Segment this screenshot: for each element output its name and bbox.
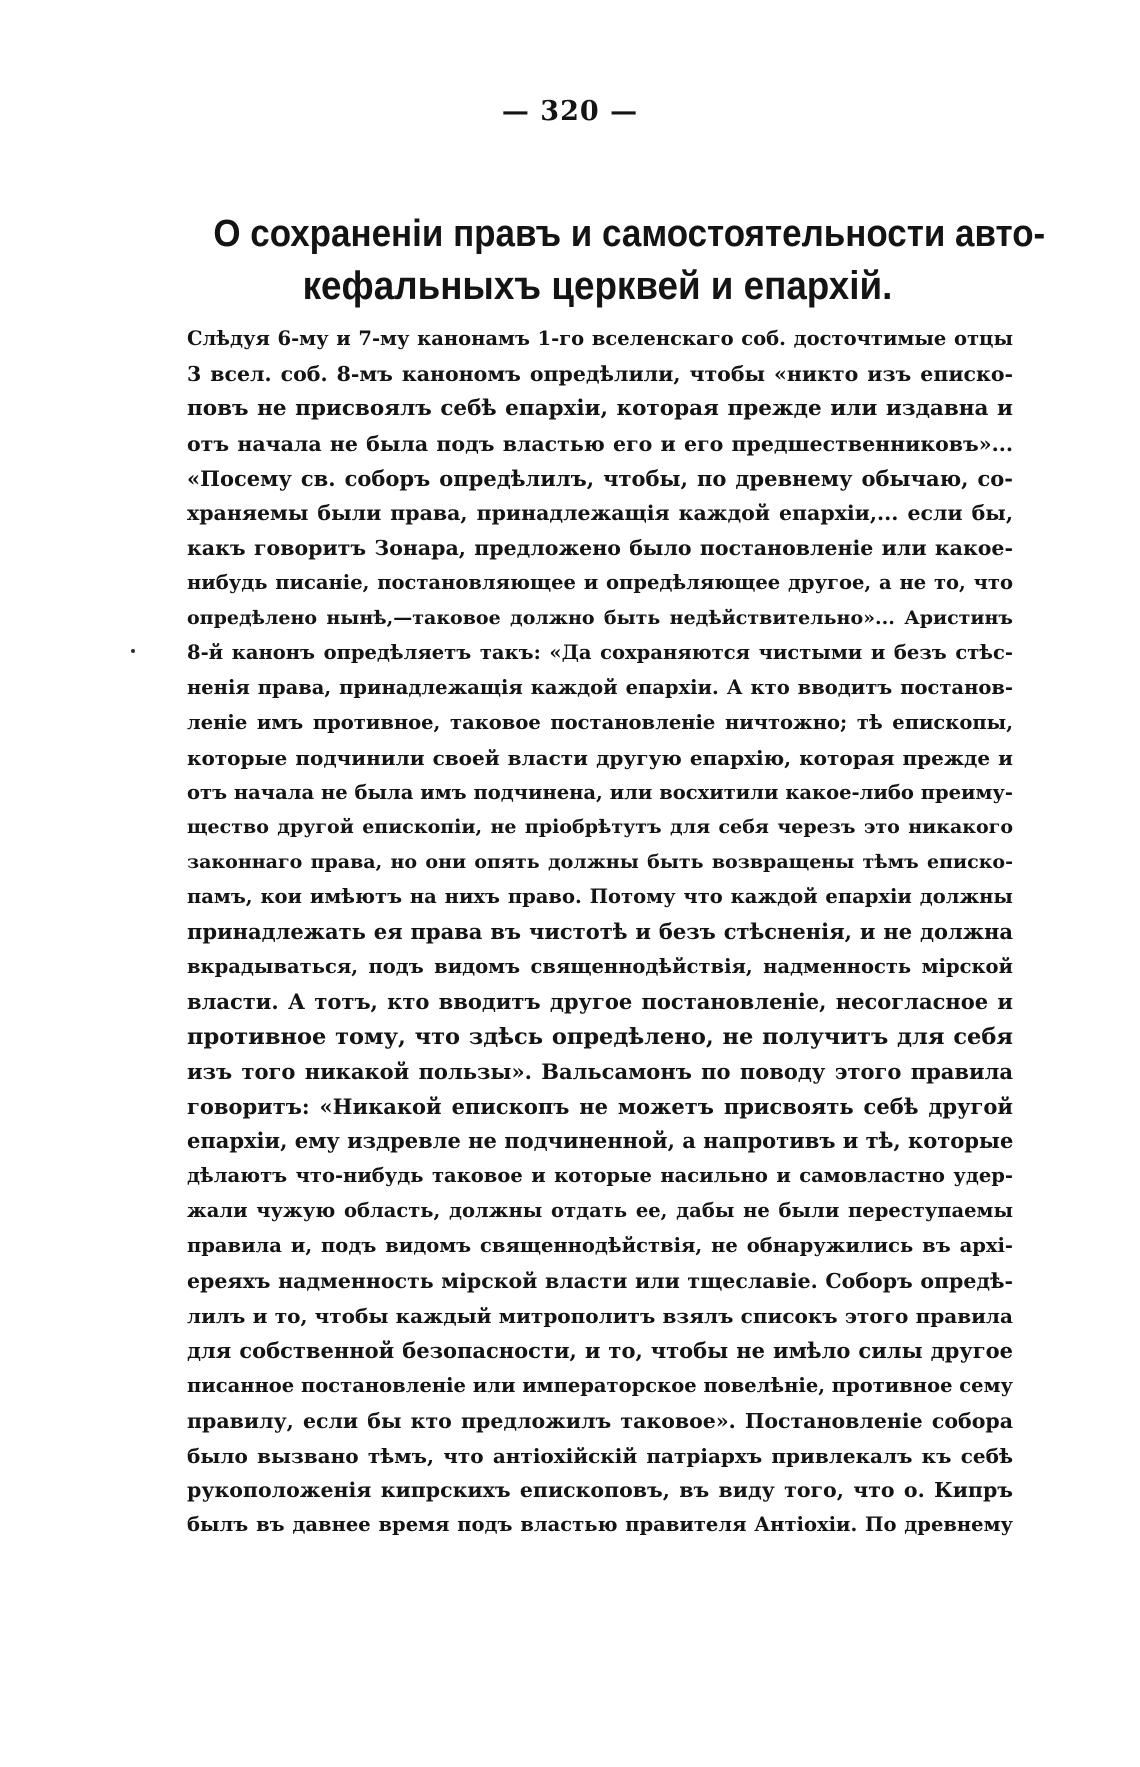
text-line: нибудь писаніе, постановляющее и опредѣляющее другое, а не то, что	[187, 571, 1013, 595]
page-number: — 320 —	[501, 96, 639, 127]
text-line: леніе имъ противное, таковое постановленіе ничтожно; тѣ епископы,	[187, 710, 1013, 734]
margin-mark	[131, 649, 135, 653]
text-line: законнаго права, но они опять должны быть возвращены тѣмъ еписко-	[187, 851, 1013, 874]
text-line: отъ начала не была имъ подчинена, или восхитили какое-либо преиму-	[187, 780, 1013, 804]
text-line: лилъ и то, чтобы каждый митрополитъ взялъ списокъ этого правила	[187, 1303, 1013, 1328]
text-line: вкрадываться, подъ видомъ священнодѣйствія, надменность мірской	[187, 955, 1013, 979]
text-line: памъ, кои имѣютъ на нихъ право. Потому что каждой епархіи должны	[187, 885, 1013, 909]
text-line: рукоположенія кипрскихъ епископовъ, въ виду того, что о. Кипръ	[187, 1478, 1013, 1503]
text-line: дѣлаютъ что-нибудь таковое и которые насильно и самовластно удер-	[187, 1164, 1013, 1188]
text-line: ереяхъ надменность мірской власти или тщеславіе. Соборъ опредѣ-	[187, 1269, 1013, 1294]
text-line: изъ того никакой пользы». Вальсамонъ по поводу этого правила	[187, 1058, 1013, 1084]
text-line: правила и, подъ видомъ священнодѣйствія, не обнаружились въ архі-	[187, 1234, 1013, 1258]
text-line: повъ не присвоялъ себѣ епархіи, которая прежде или издавна и	[187, 395, 1013, 421]
text-line: говоритъ: «Никакой епископъ не можетъ присвоять себѣ другой	[187, 1093, 1013, 1119]
text-line: былъ въ давнее время подъ властью правителя Антіохіи. По древнему	[187, 1513, 1013, 1537]
text-line: какъ говоритъ Зонара, предложено было постановленіе или какое-	[187, 536, 1013, 561]
text-line: 8-й канонъ опредѣляетъ такъ: «Да сохраняются чистыми и безъ стѣс-	[187, 641, 1013, 665]
text-line: «Посему св. соборъ опредѣлилъ, чтобы, по древнему обычаю, со-	[187, 465, 1013, 491]
text-line: опредѣлено нынѣ,—таковое должно быть недѣйствительно»... Аристинъ	[187, 607, 1013, 630]
section-title	[213, 208, 1046, 312]
text-line: 3 всел. соб. 8-мъ канономъ опредѣлили, чтобы «никто изъ еписко-	[187, 361, 1013, 386]
text-line: власти. А тотъ, кто вводитъ другое постановленіе, несогласное и	[187, 988, 1013, 1014]
text-line: епархіи, ему издревле не подчиненной, а напротивъ и тѣ, которые	[187, 1128, 1013, 1154]
text-line: отъ начала не была подъ властью его и его предшественниковъ»...	[187, 431, 1013, 456]
text-line: которые подчинили своей власти другую епархію, которая прежде и	[187, 745, 1013, 770]
section-title-line: кефальныхъ церквей и епархій.	[302, 264, 893, 308]
text-line: ненія права, принадлежащія каждой епархіи. А кто вводитъ постанов-	[187, 675, 1013, 699]
text-line: жали чужую область, должны отдать ее, дабы не были переступаемы	[187, 1199, 1013, 1223]
section-title-line: О сохраненіи правъ и самостоятельности авто-	[213, 213, 1046, 255]
body-paragraph	[187, 322, 1013, 1543]
text-line: было вызвано тѣмъ, что антіохійскій патріархъ привлекалъ къ себѣ	[187, 1443, 1013, 1468]
text-line: правилу, если бы кто предложилъ таковое». Постановленіе собора	[187, 1408, 1013, 1433]
text-line: Слѣдуя 6-му и 7-му канонамъ 1-го вселенскаго соб. досточтимые отцы	[187, 327, 1013, 350]
text-line: писанное постановленіе или императорское повелѣніе, противное сему	[187, 1373, 1013, 1397]
text-line: противное тому, что здѣсь опредѣлено, не получитъ для себя	[187, 1023, 1013, 1050]
text-line: для собственной безопасности, и то, чтобы не имѣло силы другое	[187, 1337, 1013, 1363]
text-line: храняемы были права, принадлежащія каждой епархіи,... если бы,	[187, 501, 1013, 526]
text-line: щество другой епископіи, не пріобрѣтутъ для себя черезъ это никакого	[187, 816, 1013, 839]
text-line: принадлежать ея права въ чистотѣ и безъ стѣсненія, и не должна	[187, 919, 1013, 945]
